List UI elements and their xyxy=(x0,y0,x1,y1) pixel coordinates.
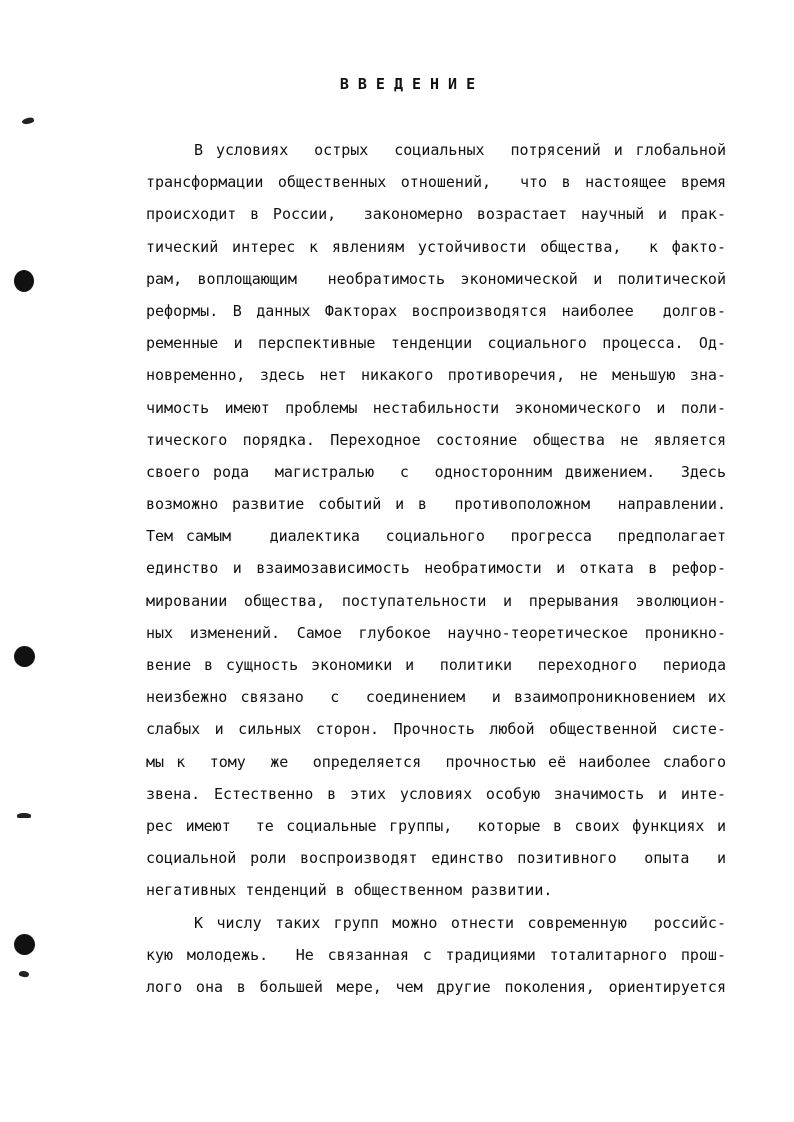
text-line: мировании общества, поступательности и прерывания эволюцион- xyxy=(146,591,726,610)
body-text xyxy=(146,140,726,1009)
text-line: В условиях острых социальных потрясений и глобальной xyxy=(194,141,726,159)
binder-hole-mark xyxy=(14,270,34,292)
scan-speck xyxy=(17,813,31,818)
text-line: рам, воплощающим необратимость экономической и политической xyxy=(146,269,726,288)
text-line: К числу таких групп можно отнести современную российс- xyxy=(194,913,726,932)
text-line: мы к тому же определяется прочностью её наиболее слабого xyxy=(146,752,726,771)
text-line: звена. Естественно в этих условиях особую значимость и инте- xyxy=(146,784,726,803)
text-line: возможно развитие событий и в противоположном направлении. xyxy=(146,495,726,514)
scan-speck xyxy=(18,970,29,978)
text-line: ных изменений. Самое глубокое научно-теоретическое проникно- xyxy=(146,623,726,642)
text-line: негативных тенденций в общественном развитии. xyxy=(146,881,553,900)
text-line: Тем самым диалектика социального прогресса предполагает xyxy=(146,527,726,546)
text-line: ременные и перспективные тенденции социального процесса. Од- xyxy=(146,334,726,353)
text-line: рес имеют те социальные группы, которые в своих функциях и xyxy=(146,816,726,835)
text-line: новременно, здесь нет никакого противоречия, не меньшую зна- xyxy=(146,366,726,385)
text-line: трансформации общественных отношений, что в настоящее время xyxy=(146,173,726,192)
text-line: неизбежно связано с соединением и взаимопроникновением их xyxy=(146,688,726,707)
binder-hole-mark xyxy=(14,646,35,667)
text-line: кую молодежь. Не связанная с традициями тоталитарного прош- xyxy=(146,945,726,964)
text-line: чимость имеют проблемы нестабильности экономического и поли- xyxy=(146,398,726,417)
text-line: реформы. В данных Факторах воспроизводятся наиболее долгов- xyxy=(146,301,726,320)
text-line: своего рода магистралью с односторонним движением. Здесь xyxy=(146,462,726,481)
text-line: происходит в России, закономерно возрастает научный и прак- xyxy=(146,205,726,224)
text-line: лого она в большей мере, чем другие поколения, ориентируется xyxy=(146,977,726,996)
text-line: слабых и сильных сторон. Прочность любой общественной систе- xyxy=(146,720,726,739)
text-line: социальной роли воспроизводят единство позитивного опыта и xyxy=(146,849,726,868)
binder-hole-mark xyxy=(14,934,35,955)
scan-speck xyxy=(21,116,34,126)
page-title: ВВЕДЕНИЕ xyxy=(339,75,485,93)
text-line: тического порядка. Переходное состояние общества не является xyxy=(146,430,726,449)
text-line: вение в сущность экономики и политики переходного периода xyxy=(146,656,726,674)
text-line: тический интерес к явлениям устойчивости общества, к факто- xyxy=(146,237,726,256)
text-line: единство и взаимозависимость необратимости и отката в рефор- xyxy=(146,559,726,578)
